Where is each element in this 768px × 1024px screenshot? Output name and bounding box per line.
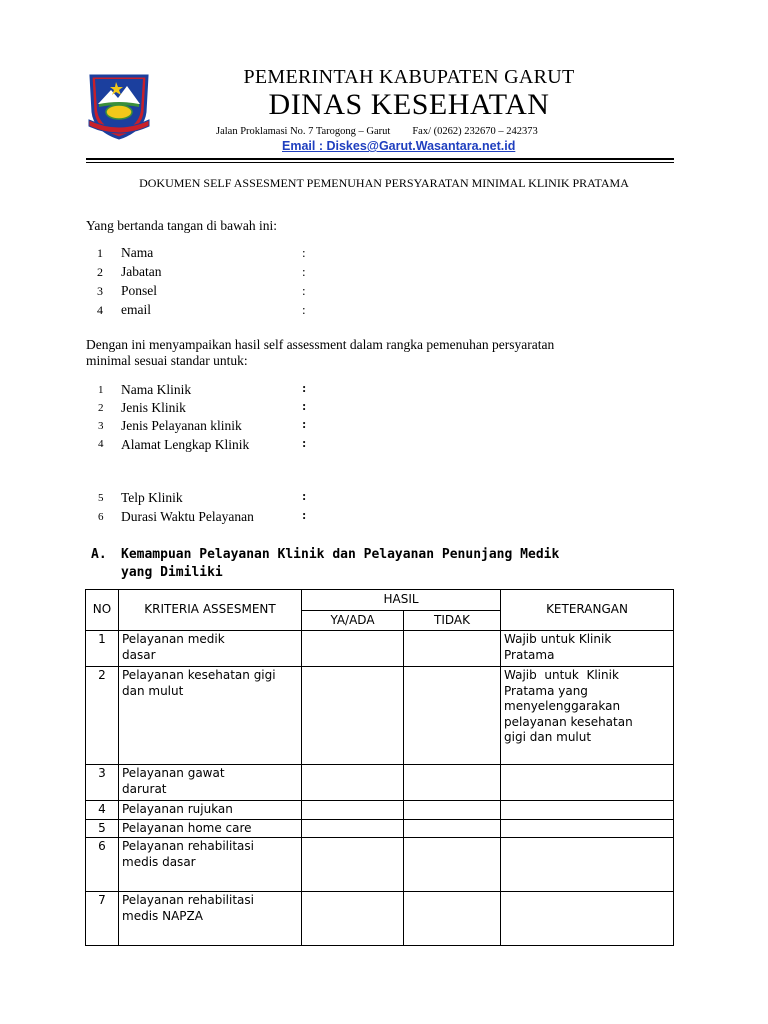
row-criteria bbox=[119, 631, 302, 667]
cell-no[interactable] bbox=[404, 801, 501, 820]
government-name: PEMERINTAH KABUPATEN GARUT bbox=[243, 66, 575, 88]
cell-no[interactable] bbox=[404, 819, 501, 838]
row-number: 6 bbox=[86, 838, 119, 892]
criteria-line: dan mulut bbox=[122, 683, 184, 698]
criteria-line: darurat bbox=[122, 781, 167, 796]
document-title: DOKUMEN SELF ASSESMENT PEMENUHAN PERSYARATAN MINIMAL KLINIK PRATAMA bbox=[139, 176, 629, 190]
header-criteria: KRITERIA ASSESMENT bbox=[119, 590, 302, 631]
header-no-result: TIDAK bbox=[404, 611, 501, 631]
criteria-line: Pelayanan gawat bbox=[122, 766, 225, 780]
field-label-nama-klinik: Nama Klinik bbox=[121, 382, 192, 397]
header-no: NO bbox=[86, 590, 119, 631]
field-number: 6 bbox=[98, 511, 104, 523]
field-colon: : bbox=[302, 283, 306, 298]
row-criteria bbox=[119, 667, 302, 765]
row-number: 2 bbox=[86, 667, 119, 765]
table-row bbox=[86, 892, 674, 946]
email-link[interactable]: Email : Diskes@Garut.Wasantara.net.id bbox=[282, 139, 516, 153]
assessment-table bbox=[85, 589, 674, 946]
criteria-line: dasar bbox=[122, 647, 156, 662]
criteria-line: Pelayanan medik bbox=[122, 632, 225, 646]
header-result: HASIL bbox=[302, 590, 501, 611]
criteria-line: Pelayanan home care bbox=[122, 820, 252, 835]
field-label-jabatan: Jabatan bbox=[121, 264, 162, 279]
criteria-line: Pelayanan rehabilitasi bbox=[122, 839, 254, 853]
table-row bbox=[86, 838, 674, 892]
row-criteria bbox=[119, 819, 302, 838]
criteria-line: Pelayanan rehabilitasi bbox=[122, 893, 254, 907]
header-yes: YA/ADA bbox=[302, 611, 404, 631]
row-number: 5 bbox=[86, 819, 119, 838]
row-number: 3 bbox=[86, 765, 119, 801]
criteria-line: medis NAPZA bbox=[122, 908, 203, 923]
table-row bbox=[86, 819, 674, 838]
cell-no[interactable] bbox=[404, 667, 501, 765]
table-row bbox=[86, 667, 674, 765]
field-number: 1 bbox=[97, 246, 103, 260]
field-number: 2 bbox=[97, 265, 103, 279]
field-label-jenis-pelayanan: Jenis Pelayanan klinik bbox=[121, 418, 242, 433]
row-number: 7 bbox=[86, 892, 119, 946]
field-number: 4 bbox=[97, 303, 103, 317]
cell-yes[interactable] bbox=[302, 631, 404, 667]
cell-yes[interactable] bbox=[302, 801, 404, 820]
cell-no[interactable] bbox=[404, 631, 501, 667]
notes-line: Wajib untuk Klinik bbox=[504, 668, 619, 682]
intro-text: Yang bertanda tangan di bawah ini: bbox=[86, 218, 277, 233]
notes-line: gigi dan mulut bbox=[504, 730, 592, 744]
field-colon: : bbox=[302, 398, 307, 413]
cell-yes[interactable] bbox=[302, 819, 404, 838]
notes-line: pelayanan kesehatan bbox=[504, 714, 633, 729]
cell-no[interactable] bbox=[404, 838, 501, 892]
field-label-ponsel: Ponsel bbox=[121, 283, 158, 298]
table-row bbox=[86, 765, 674, 801]
notes-line: Wajib untuk Klinik bbox=[504, 632, 612, 646]
field-colon: : bbox=[302, 416, 307, 431]
criteria-line: medis dasar bbox=[122, 854, 196, 869]
field-number: 3 bbox=[98, 420, 104, 432]
field-colon: : bbox=[302, 245, 306, 260]
row-notes bbox=[501, 892, 674, 946]
criteria-line: Pelayanan kesehatan gigi bbox=[122, 668, 276, 682]
field-colon: : bbox=[302, 507, 307, 522]
row-number: 4 bbox=[86, 801, 119, 820]
section-a-heading bbox=[91, 546, 559, 582]
field-number: 1 bbox=[98, 384, 104, 396]
field-number: 3 bbox=[97, 284, 103, 298]
row-criteria bbox=[119, 801, 302, 820]
field-number: 2 bbox=[98, 402, 104, 414]
field-colon: : bbox=[302, 488, 307, 503]
cell-yes[interactable] bbox=[302, 892, 404, 946]
field-label-jenis-klinik: Jenis Klinik bbox=[121, 400, 186, 415]
field-colon: : bbox=[302, 302, 306, 317]
statement-line-1: Dengan ini menyampaikan hasil self assessment dalam rangka pemenuhan persyaratan bbox=[86, 337, 555, 352]
notes-line: Pratama bbox=[504, 647, 555, 662]
section-title-line-2: yang Dimiliki bbox=[121, 565, 223, 580]
row-criteria bbox=[119, 892, 302, 946]
field-colon: : bbox=[302, 380, 307, 395]
row-criteria bbox=[119, 838, 302, 892]
cell-yes[interactable] bbox=[302, 765, 404, 801]
field-label-nama: Nama bbox=[121, 245, 154, 260]
cell-yes[interactable] bbox=[302, 838, 404, 892]
field-label-durasi: Durasi Waktu Pelayanan bbox=[121, 509, 254, 524]
field-number: 4 bbox=[98, 438, 104, 450]
section-letter: A. bbox=[91, 547, 107, 562]
row-notes bbox=[501, 801, 674, 820]
address-line bbox=[216, 126, 538, 137]
agency-name: DINAS KESEHATAN bbox=[268, 88, 550, 121]
row-notes bbox=[501, 631, 674, 667]
header-rule-thin bbox=[86, 162, 674, 163]
row-notes bbox=[501, 819, 674, 838]
criteria-line: Pelayanan rujukan bbox=[122, 802, 233, 816]
field-number: 5 bbox=[98, 492, 104, 504]
address: Jalan Proklamasi No. 7 Tarogong – Garut bbox=[216, 126, 391, 137]
statement-line-2: minimal sesuai standar untuk: bbox=[86, 353, 248, 368]
field-label-telp: Telp Klinik bbox=[121, 490, 183, 505]
row-notes bbox=[501, 838, 674, 892]
notes-line: Pratama yang bbox=[504, 683, 588, 698]
section-title-line-1: Kemampuan Pelayanan Klinik dan Pelayanan Penunjang Medik bbox=[121, 547, 560, 562]
cell-no[interactable] bbox=[404, 765, 501, 801]
header-rule bbox=[86, 158, 674, 160]
field-label-email: email bbox=[121, 302, 151, 317]
cell-no[interactable] bbox=[404, 892, 501, 946]
cell-yes[interactable] bbox=[302, 667, 404, 765]
field-colon: : bbox=[302, 435, 307, 450]
notes-line: menyelenggarakan bbox=[504, 699, 621, 713]
row-criteria bbox=[119, 765, 302, 801]
table-row bbox=[86, 801, 674, 820]
field-colon: : bbox=[302, 264, 306, 279]
fax: Fax/ (0262) 232670 – 242373 bbox=[412, 126, 538, 137]
header-notes: KETERANGAN bbox=[501, 590, 674, 631]
field-label-alamat: Alamat Lengkap Klinik bbox=[121, 437, 250, 452]
row-number: 1 bbox=[86, 631, 119, 667]
row-notes bbox=[501, 667, 674, 765]
table-row bbox=[86, 631, 674, 667]
row-notes bbox=[501, 765, 674, 801]
